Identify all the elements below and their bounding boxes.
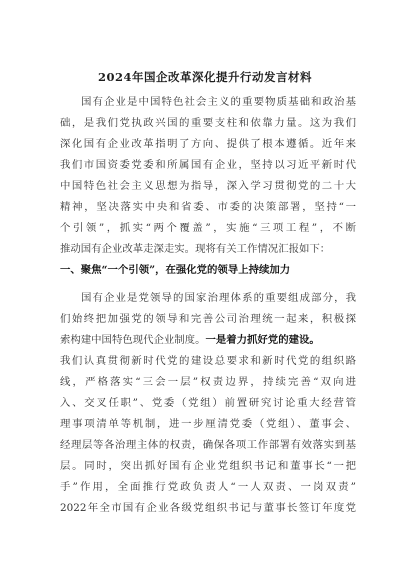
paragraph-line: 线，严格落实“三会一层”权责边界，持续完善“双向进 xyxy=(60,376,356,388)
paragraph-line: 手”作用，全面推行党政负责人“一人双责、一岗双责” xyxy=(60,481,356,493)
paragraph-line-mixed xyxy=(60,333,356,347)
paragraph-line: 深化国有企业改革指明了方向、提供了根本遵循。近年来 xyxy=(60,138,356,150)
inline-bold-text: 一是着力抓好党的建设。 xyxy=(205,334,320,346)
paragraph-line: 精神，坚决落实中央和省委、市委的决策部署，坚持“一 xyxy=(60,201,356,213)
inline-text: 索构建中国特色现代企业制度。 xyxy=(60,334,206,346)
paragraph-line: 们始终把加强党的领导和完善公司治理统一起来，积极探 xyxy=(60,313,356,325)
paragraph-line: 我们认真贯彻新时代党的建设总要求和新时代党的组织路 xyxy=(60,355,356,367)
paragraph-line: 中国特色社会主义思想为指导，深入学习贯彻党的二十大 xyxy=(60,180,356,192)
paragraph-line: 国有企业是中国特色社会主义的重要物质基础和政治基 xyxy=(81,96,356,108)
paragraph-line: 入、交叉任职”、党委（党组）前置研究讨论重大经营管 xyxy=(60,397,356,409)
paragraph-line: 础，是我们党执政兴国的重要支柱和依靠力量。这为我们 xyxy=(60,117,356,129)
paragraph-line: 2022年全市国有企业各级党组织书记与董事长签订年度党 xyxy=(60,502,356,514)
paragraph-line: 国有企业是党领导的国家治理体系的重要组成部分，我 xyxy=(81,292,356,304)
paragraph-line: 层。同时，突出抓好国有企业党组织书记和董事长“一把 xyxy=(60,460,356,472)
paragraph-line: 经理层等各治理主体的权责，确保各项工作部署有效落实到基 xyxy=(60,439,356,451)
paragraph-line: 推动国有企业改革走深走实。现将有关工作情况汇报如下： xyxy=(60,243,331,255)
paragraph-line: 我们市国资委党委和所属国有企业，坚持以习近平新时代 xyxy=(60,159,356,171)
section-heading: 一、聚焦“一个引领”，在强化党的领导上持续加力 xyxy=(60,264,291,276)
paragraph-line: 个引领”，抓实“两个覆盖”，实施“三项工程”，不断 xyxy=(60,222,356,234)
document-title: 2024年国企改革深化提升行动发言材料 xyxy=(97,70,312,84)
paragraph-line: 理事项清单等机制，进一步厘清党委（党组）、董事会、 xyxy=(60,418,356,430)
